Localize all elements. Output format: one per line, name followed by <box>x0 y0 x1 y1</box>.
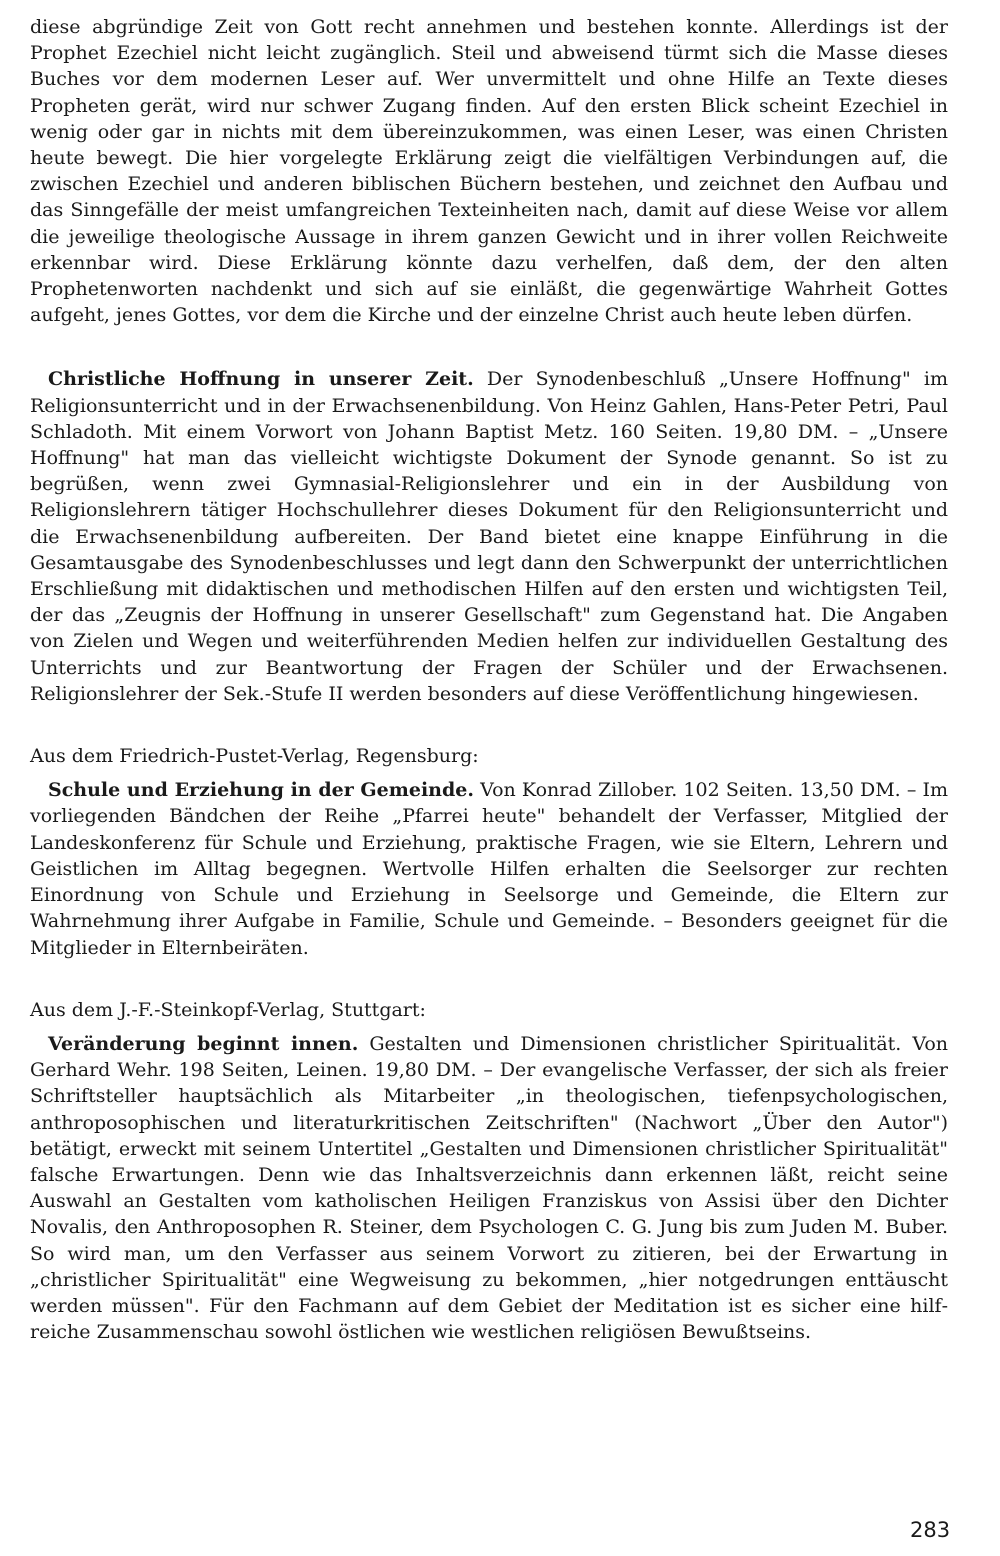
entry-title: Christliche Hoffnung in unserer Zeit. <box>48 368 474 391</box>
spacer <box>30 1023 948 1031</box>
publisher-heading-steinkopf: Aus dem J.-F.-Steinkopf-Verlag, Stuttgart: <box>30 998 426 1021</box>
spacer <box>30 328 948 366</box>
intro-paragraph: diese abgründige Zeit von Gott recht annehmen und bestehen konnte. Allerdings ist der Prophet Ezechiel nicht leicht zugänglich. Steil und abweisend türmt sich die Masse dieses Buches vor dem modernen Leser auf. Wer unvermittelt und ohne Hilfe an Texte dieses Propheten gerät, wird nur schwer Zugang finden. Auf den ersten Blick scheint Ezechiel in wenig oder gar in nichts mit dem übereinzukommen, was einen Leser, was einen Christen heute bewegt. Die hier vorgelegte Erklärung zeigt die vielfältigen Verbindungen auf, die zwischen Ezechiel und anderen biblischen Büchern bestehen, und zeichnet den Aufbau und das Sinngefälle der meist umfangreichen Texteinheiten nach, damit auf diese Weise vor allem die jeweilige theologische Aussage in ihrem ganzen Gewicht und in ihrer vollen Reichweite erkennbar wird. Diese Erklärung könnte dazu verhelfen, daß dem, der den alten Prophetenworten nachdenkt und sich auf sie einläßt, die gegenwärtige Wahrheit Gottes aufgeht, jenes Gottes, vor dem die Kirche und der einzelne Christ auch heute leben dürfen. <box>30 16 948 327</box>
review-entry-hoffnung <box>30 366 948 707</box>
spacer <box>30 707 948 743</box>
review-entry-veraenderung <box>30 1031 948 1345</box>
entry-title: Veränderung beginnt innen. <box>48 1032 359 1055</box>
page-number: 283 <box>910 1518 951 1542</box>
entry-body: Gestalten und Dimensionen christlicher Spiritualität. Von Gerhard Wehr. 198 Seiten, Leinen. 19,80 DM. – Der evangelische Verfasser, der sich als freier Schriftsteller hauptsächlich als Mitarbeiter „in theologischen, tiefenpsychologischen, anthroposophischen und literaturkritischen Zeitschriften" (Nachwort „Über den Autor") betätigt, erweckt mit seinem Untertitel „Gestalten und Dimensionen christlicher Spiritualität" falsche Erwartungen. Denn wie das Inhaltsverzeichnis dann erkennen läßt, reicht seine Auswahl an Gestalten vom katholischen Heiligen Franziskus von Assisi über den Dichter Novalis, den Anthroposophen R. Steiner, dem Psychologen C. G. Jung bis zum Juden M. Buber. So wird man, um den Verfasser aus seinem Vorwort zu zitieren, bei der Erwartung in „christlicher Spiritualität" eine Wegweisung zu bekommen, „hier notgedrungen enttäuscht werden müssen". Für den Fachmann auf dem Gebiet der Meditation ist es sicher eine hilfreiche Zusammenschau sowohl östlichen wie westlichen religiösen Bewußtseins. <box>30 1032 948 1344</box>
spacer <box>30 769 948 777</box>
entry-body: Der Synodenbeschluß „Unsere Hoffnung" im Religionsunterricht und in der Erwachsenenbildung. Von Heinz Gahlen, Hans-Peter Petri, Paul Schladoth. Mit einem Vorwort von Johann Baptist Metz. 160 Seiten. 19,80 DM. – „Unsere Hoffnung" hat man das vielleicht wichtigste Dokument der Synode genannt. So ist zu begrüßen, wenn zwei Gymnasial-Religionslehrer und ein in der Ausbildung von Religionslehrern tätiger Hochschullehrer dieses Dokument für den Religionsunterricht und die Erwachsenenbildung aufbereiten. Der Band bietet eine knappe Einführung in die Gesamtausgabe des Synodenbeschlusses und legt dann den Schwerpunkt der unterrichtlichen Erschließung mit didaktischen und methodischen Hilfen auf den ersten und wichtigsten Teil, der das „Zeugnis der Hoffnung in unserer Gesellschaft" zum Gegenstand hat. Die Angaben von Zielen und Wegen und weiterführenden Medien helfen zur individuellen Gestaltung des Unterrichts und zur Beantwortung der Fragen der Schüler und der Erwachsenen. Religionslehrer der Sek.-Stufe II werden besonders auf diese Veröffentlichung hingewiesen. <box>30 368 948 705</box>
spacer <box>30 961 948 997</box>
review-entry-schule <box>30 777 948 960</box>
entry-title: Schule und Erziehung in der Gemeinde. <box>48 779 474 802</box>
entry-body: Von Konrad Zillober. 102 Seiten. 13,50 DM. – Im vorliegenden Bändchen der Reihe „Pfarrei heute" behandelt der Verfasser, Mitglied der Landeskonferenz für Schule und Erziehung, praktische Fragen, wie sie Eltern, Lehrern und Geistlichen im Alltag begegnen. Wertvolle Hilfen erhalten die Seelsorger zur rechten Einordnung von Schule und Erziehung in Seelsorge und Gemeinde, die Eltern zur Wahrnehmung ihrer Aufgabe in Familie, Schule und Gemeinde. – Besonders geeignet für die Mitglieder in Elternbeiräten. <box>30 779 949 959</box>
page-body <box>30 14 948 1345</box>
publisher-heading-pustet: Aus dem Friedrich-Pustet-Verlag, Regensburg: <box>30 745 479 768</box>
